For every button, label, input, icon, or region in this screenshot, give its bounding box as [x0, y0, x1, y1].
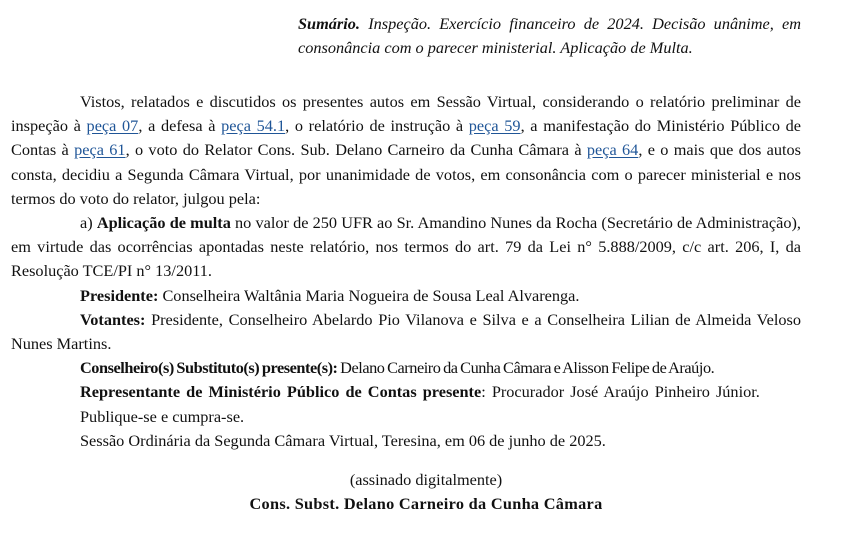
document-body: [11, 12, 801, 516]
publish-line: Publique-se e cumpra-se.: [80, 406, 245, 426]
decision-text-6: , e o mais que dos autos consta, decidiu a Segunda Câmara Virtual, por unanimidade de votos, em consonância com o parecer ministerial e nos termos do voto do relator, julgou pela:: [11, 140, 801, 208]
substitutes-line: [11, 356, 801, 380]
item-a-prefix: a): [80, 213, 97, 233]
summary-text: Inspeção. Exercício financeiro de 2024. Decisão unânime, em consonância com o parecer ministerial. Aplicação de Multa.: [298, 14, 801, 57]
signature-name: Cons. Subst. Delano Carneiro da Cunha Câmara: [249, 494, 603, 514]
link-peca-07[interactable]: peça 07: [86, 116, 139, 136]
decision-text-3: , o relatório de instrução à: [285, 116, 469, 136]
president-line: [11, 284, 801, 308]
item-a-text: no valor de 250 UFR ao Sr. Amandino Nunes da Rocha (Secretário de Administração), em virtude das ocorrências apontadas neste relatório, nos termos do art. 79 da Lei n° 5.888/2009, c/c art. 206, I, da Resolução TCE/PI n° 13/2011.: [11, 213, 801, 281]
decision-text-4: , a manifestação do Ministério Público de Contas à: [11, 116, 802, 160]
president-text: Conselheira Waltânia Maria Nogueira de Sousa Leal Alvarenga.: [158, 285, 580, 305]
voters-text: Presidente, Conselheiro Abelardo Pio Vilanova e Silva e a Conselheira Lilian de Almeida Veloso Nunes Martins.: [11, 309, 801, 354]
link-peca-54-1[interactable]: peça 54.1: [221, 116, 286, 136]
link-peca-59[interactable]: peça 59: [468, 116, 521, 136]
decision-paragraph: [11, 90, 801, 211]
item-a-bold: Aplicação de multa: [96, 213, 231, 233]
president-label: Presidente:: [80, 285, 159, 305]
representative-label: Representante de Ministério Público de Contas presente: [80, 382, 482, 402]
signature-note: (assinado digitalmente): [349, 470, 503, 490]
summary-label: Sumário.: [298, 14, 360, 33]
substitutes-label: Conselheiro(s) Substituto(s) presente(s):: [80, 358, 338, 378]
representative-line: [11, 380, 801, 404]
substitutes-text: Delano Carneiro da Cunha Câmara e Alisson Felipe de Araújo.: [337, 358, 715, 378]
decision-text-5: , o voto do Relator Cons. Sub. Delano Carneiro da Cunha Câmara à: [125, 140, 587, 160]
voters-label: Votantes:: [80, 309, 146, 329]
representative-text: : Procurador José Araújo Pinheiro Júnior.: [481, 382, 760, 402]
decision-text-1: Vistos, relatados e discutidos os presentes autos em Sessão Virtual, considerando o relatório preliminar de inspeção à: [11, 92, 801, 136]
link-peca-64[interactable]: peça 64: [586, 140, 639, 160]
link-peca-61[interactable]: peça 61: [74, 140, 126, 160]
session-line: Sessão Ordinária da Segunda Câmara Virtual, Teresina, em 06 de junho de 2025.: [80, 430, 606, 450]
voters-line: [11, 308, 801, 356]
decision-text-2: , a defesa à: [138, 116, 222, 136]
item-a-paragraph: [11, 211, 801, 284]
summary-block: [298, 12, 801, 60]
